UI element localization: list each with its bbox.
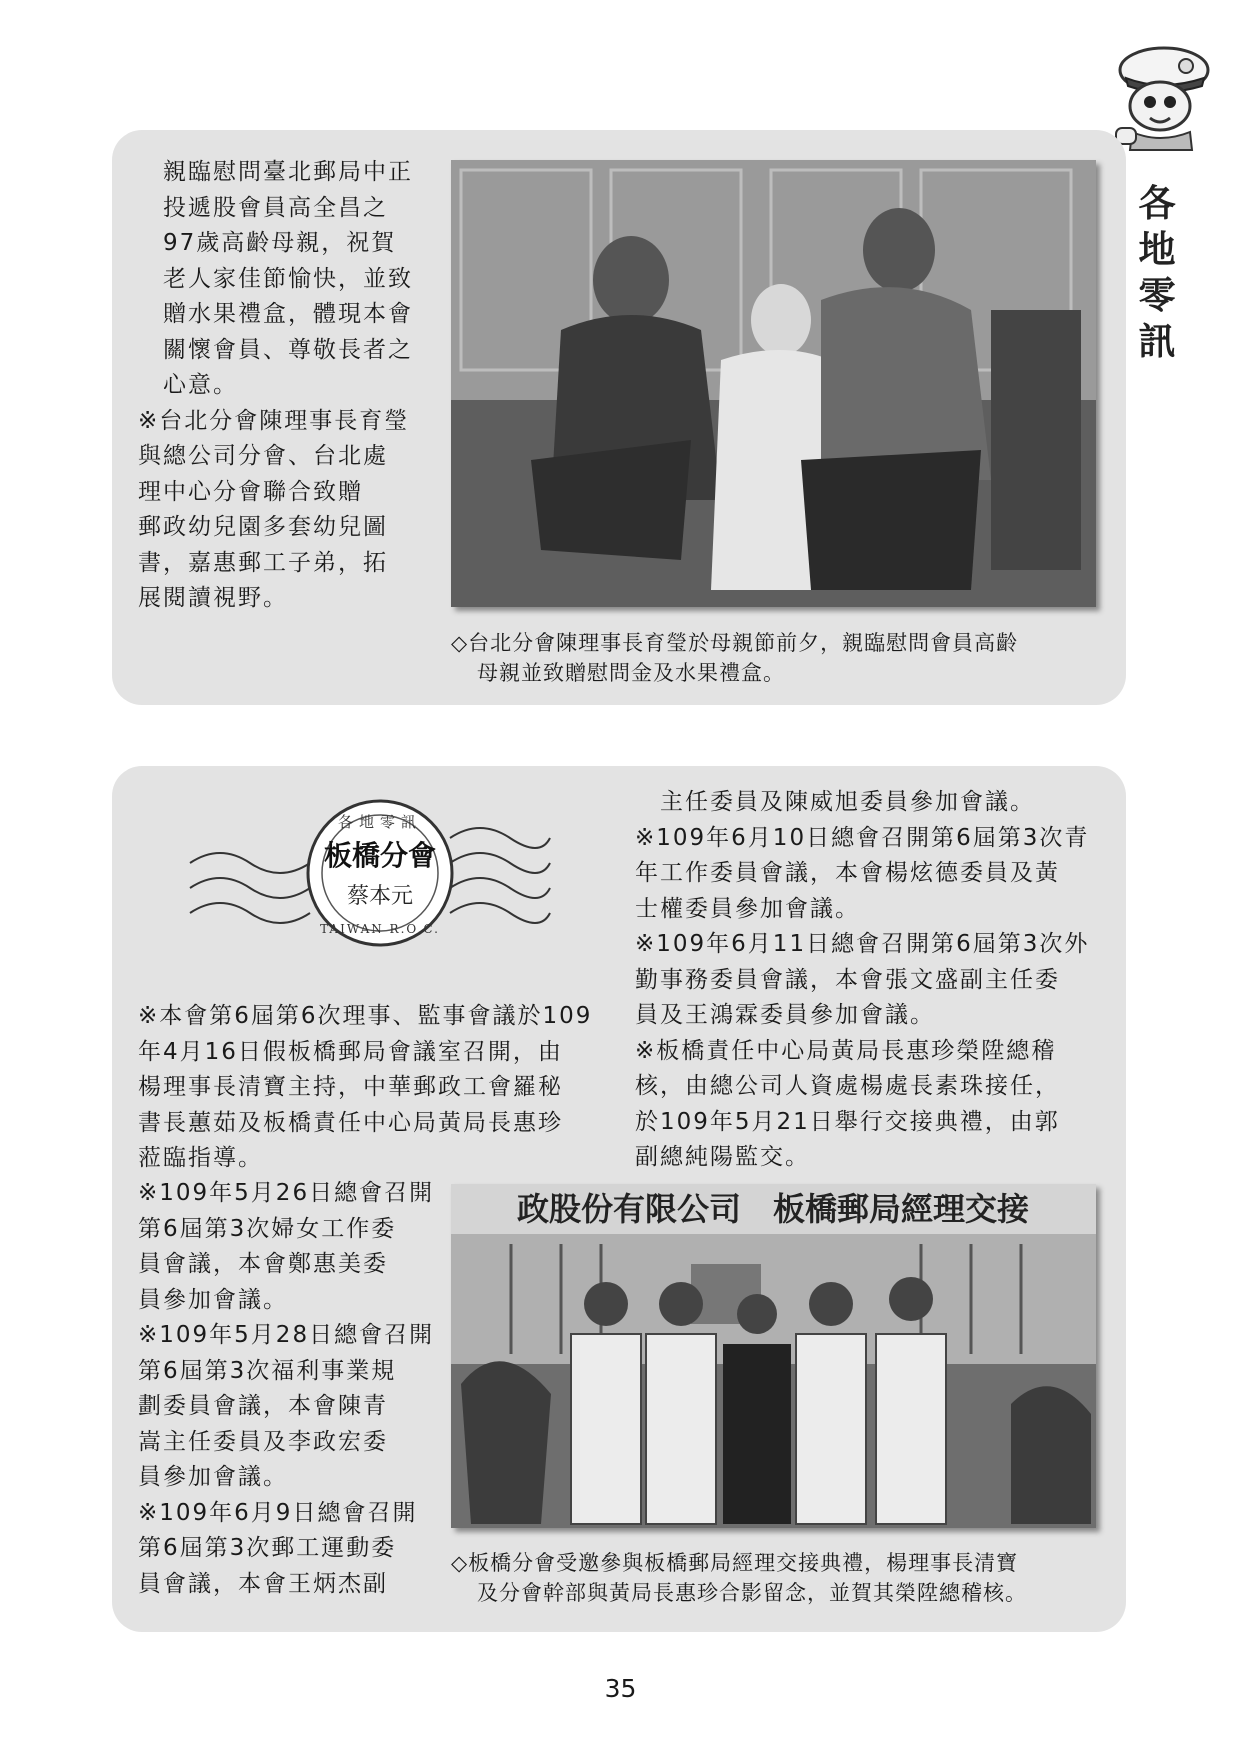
- text-line: 蒞臨指導。: [138, 1145, 263, 1171]
- text-line: ※109年6月10日總會召開第6屆第3次青: [635, 824, 1090, 851]
- side-title-char: 零: [1138, 273, 1176, 317]
- side-title-char: 地: [1138, 227, 1176, 271]
- text-line: ※109年6月11日總會召開第6屆第3次外: [635, 931, 1090, 957]
- caption-line: ◇台北分會陳理事長育瑩於母親節前夕，親臨慰問會員高齡: [451, 631, 1019, 655]
- side-title: [1130, 180, 1184, 364]
- mascot-icon: [1112, 40, 1212, 152]
- text-line: 核，由總公司人資處楊處長素珠接任，: [635, 1073, 1060, 1099]
- paragraph: [635, 785, 1115, 821]
- section2-left-bottom: [138, 1176, 438, 1602]
- text-line: 士權委員參加會議。: [635, 895, 860, 922]
- bullet-paragraph: [635, 821, 1115, 928]
- stamp-arc-top: 各地零訊: [337, 813, 423, 831]
- stamp-title: 板橋分會: [323, 839, 437, 872]
- text-line: 嵩主任委員及李政宏委: [138, 1428, 388, 1455]
- text-line: 員會議，本會王炳杰副: [138, 1570, 388, 1597]
- bullet-paragraph: [635, 1034, 1115, 1176]
- text-line: ※板橋責任中心局黃局長惠珍榮陞總稽: [635, 1037, 1057, 1064]
- text-line: 於109年5月21日舉行交接典禮，由郭: [635, 1108, 1060, 1135]
- text-line: 書，嘉惠郵工子弟，拓: [138, 549, 388, 576]
- text-line: ※109年6月9日總會召開: [138, 1499, 418, 1526]
- text-line: 心意。: [163, 372, 238, 398]
- section2-left-top: [138, 999, 628, 1177]
- postmark-stamp: [180, 793, 560, 953]
- text-line: 員參加會議。: [138, 1286, 288, 1313]
- text-line: 員及王鴻霖委員參加會議。: [635, 1002, 935, 1028]
- text-line: 勤事務委員會議，本會張文盛副主任委: [635, 966, 1060, 993]
- text-line: 投遞股會員高全昌之: [163, 194, 388, 221]
- stamp-arc-bottom: TAIWAN R.O.C.: [320, 922, 440, 936]
- text-line: 員參加會議。: [138, 1464, 288, 1490]
- photo-caption-1: [451, 628, 1018, 688]
- text-line: ※本會第6屆第6次理事、監事會議於109: [138, 1003, 593, 1029]
- text-line: 贈水果禮盒，體現本會: [163, 301, 413, 327]
- bullet-paragraph: [635, 927, 1115, 1034]
- page-number: 35: [604, 1674, 637, 1703]
- text-line: 年工作委員會議，本會楊炫德委員及黃: [635, 860, 1060, 886]
- bullet-paragraph: [138, 999, 628, 1177]
- text-line: 劃委員會議，本會陳青: [138, 1393, 388, 1419]
- caption-line: ◇板橋分會受邀參與板橋郵局經理交接典禮，楊理事長清寶: [451, 1551, 1019, 1575]
- text-line: 關懷會員、尊敬長者之: [163, 336, 413, 363]
- text-line: 員會議，本會鄭惠美委: [138, 1251, 388, 1277]
- caption-line: 母親並致贈慰問金及水果禮盒。: [477, 661, 785, 685]
- text-line: 老人家佳節愉快，並致: [163, 265, 413, 292]
- text-line: 展閱讀視野。: [138, 585, 288, 611]
- caption-line: 及分會幹部與黃局長惠珍合影留念，並賀其榮陞總稽核。: [477, 1581, 1027, 1605]
- text-line: 親臨慰問臺北郵局中正: [163, 159, 413, 185]
- bullet-paragraph: [138, 1176, 438, 1318]
- section2-right: [635, 785, 1115, 1176]
- text-line: 理中心分會聯合致贈: [138, 478, 363, 505]
- bullet-paragraph: [138, 1318, 438, 1496]
- side-title-char: 訊: [1138, 319, 1176, 363]
- photo-ceremony: [451, 1184, 1096, 1528]
- photo-caption-2: [451, 1548, 1027, 1608]
- side-title-char: 各: [1138, 181, 1176, 225]
- text-line: 書長蕙茹及板橋責任中心局黃局長惠珍: [138, 1109, 563, 1136]
- text-line: 第6屆第3次郵工運動委: [138, 1535, 397, 1561]
- text-line: 楊理事長清寶主持，中華郵政工會羅秘: [138, 1074, 563, 1100]
- bullet-paragraph: [138, 404, 438, 617]
- photo-visit: [451, 160, 1096, 607]
- paragraph: [138, 155, 438, 404]
- text-line: 副總純陽監交。: [635, 1144, 810, 1170]
- text-line: ※109年5月28日總會召開: [138, 1322, 435, 1348]
- text-line: 主任委員及陳威旭委員參加會議。: [660, 789, 1035, 815]
- bullet-paragraph: [138, 1496, 438, 1603]
- text-line: 97歲高齡母親，祝賀: [163, 230, 397, 256]
- text-line: ※109年5月26日總會召開: [138, 1180, 435, 1206]
- section1-text: [138, 155, 438, 617]
- text-line: 第6屆第3次婦女工作委: [138, 1215, 397, 1242]
- stamp-author: 蔡本元: [346, 884, 414, 909]
- text-line: ※台北分會陳理事長育瑩: [138, 407, 410, 434]
- text-line: 與總公司分會、台北處: [138, 443, 388, 469]
- banner-text: 政股份有限公司 板橋郵局經理交接: [516, 1190, 1030, 1228]
- text-line: 年4月16日假板橋郵局會議室召開，由: [138, 1038, 563, 1065]
- text-line: 第6屆第3次福利事業規: [138, 1357, 397, 1384]
- text-line: 郵政幼兒園多套幼兒圖: [138, 514, 388, 540]
